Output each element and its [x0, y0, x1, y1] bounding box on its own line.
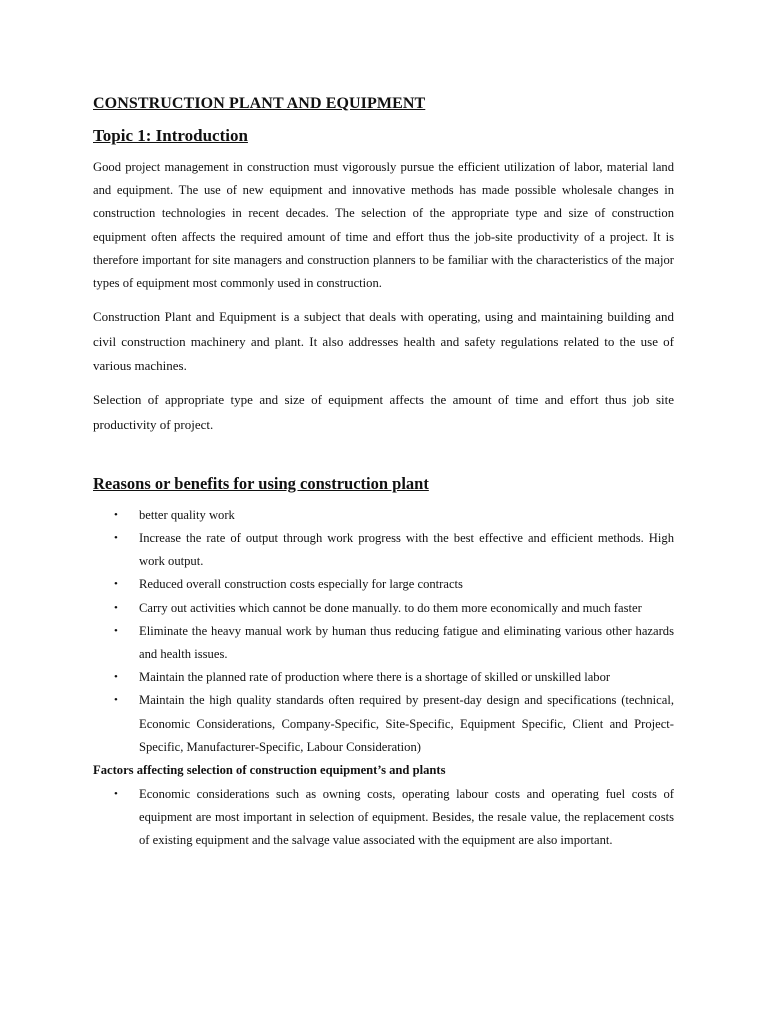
list-item-text: Carry out activities which cannot be done manually. to do them more economically and much faster	[139, 600, 642, 615]
list-item-text: Economic considerations such as owning costs, operating labour costs and operating fuel costs of equipment are most important in selection of equipment. Besides, the resale value, the replacement costs of existing equipment and the salvage value associated with the equipment are also important.	[139, 786, 674, 848]
list-item-text: Eliminate the heavy manual work by human thus reducing fatigue and eliminating various other hazards and health issues.	[139, 623, 674, 661]
topic-heading: Topic 1: Introduction	[93, 126, 248, 145]
list-item-text: Reduced overall construction costs especially for large contracts	[139, 577, 463, 592]
factors-list	[93, 783, 674, 853]
selection-paragraph: Selection of appropriate type and size of equipment affects the amount of time and effort thus job site productivity of project.	[93, 391, 674, 432]
bullet-icon: •	[114, 531, 118, 544]
reasons-list	[93, 504, 674, 759]
list-item-text: Maintain the planned rate of production where there is a shortage of skilled or unskilled labor	[139, 670, 611, 685]
reasons-heading: Reasons or benefits for using construction plant	[93, 473, 429, 493]
bullet-icon: •	[114, 578, 118, 591]
factors-heading: Factors affecting selection of construction equipment’s and plants	[93, 762, 446, 777]
list-item	[93, 689, 674, 759]
bullet-icon: •	[114, 624, 118, 637]
list-item	[93, 783, 674, 853]
list-item	[93, 666, 674, 689]
list-item	[93, 573, 674, 596]
list-item	[93, 504, 674, 527]
bullet-icon: •	[114, 694, 118, 707]
subject-definition-paragraph: Construction Plant and Equipment is a subject that deals with operating, using and maintaining building and civil construction machinery and plant. It also addresses health and safety regulations related to the use of various machines.	[93, 309, 674, 374]
bullet-icon: •	[114, 508, 118, 521]
intro-paragraph: Good project management in construction must vigorously pursue the efficient utilization of labor, material land and equipment. The use of new equipment and innovative methods has made possible wholesale changes in construction technologies in recent decades. The selection of the appropriate type and size of construction equipment often affects the required amount of time and effort thus the job-site productivity of a project. It is therefore important for site managers and construction planners to be familiar with the characteristics of the major types of equipment most commonly used in construction.	[93, 160, 674, 291]
document-title: CONSTRUCTION PLANT AND EQUIPMENT	[93, 95, 426, 112]
list-item	[93, 597, 674, 620]
list-item-text: Increase the rate of output through work progress with the best effective and efficient methods. High work output.	[139, 530, 674, 569]
list-item	[93, 527, 674, 573]
bullet-icon: •	[114, 671, 118, 684]
bullet-icon: •	[114, 601, 118, 614]
list-item	[93, 620, 674, 666]
list-item-text: Maintain the high quality standards often required by present-day design and specifications (technical, Economic Considerations, Company-Specific, Site-Specific, Equipment Specific, Client and Project-Specific, Manufacturer-Specific, Labour Consideration)	[139, 693, 674, 754]
bullet-icon: •	[114, 787, 118, 800]
list-item-text: better quality work	[139, 507, 235, 522]
